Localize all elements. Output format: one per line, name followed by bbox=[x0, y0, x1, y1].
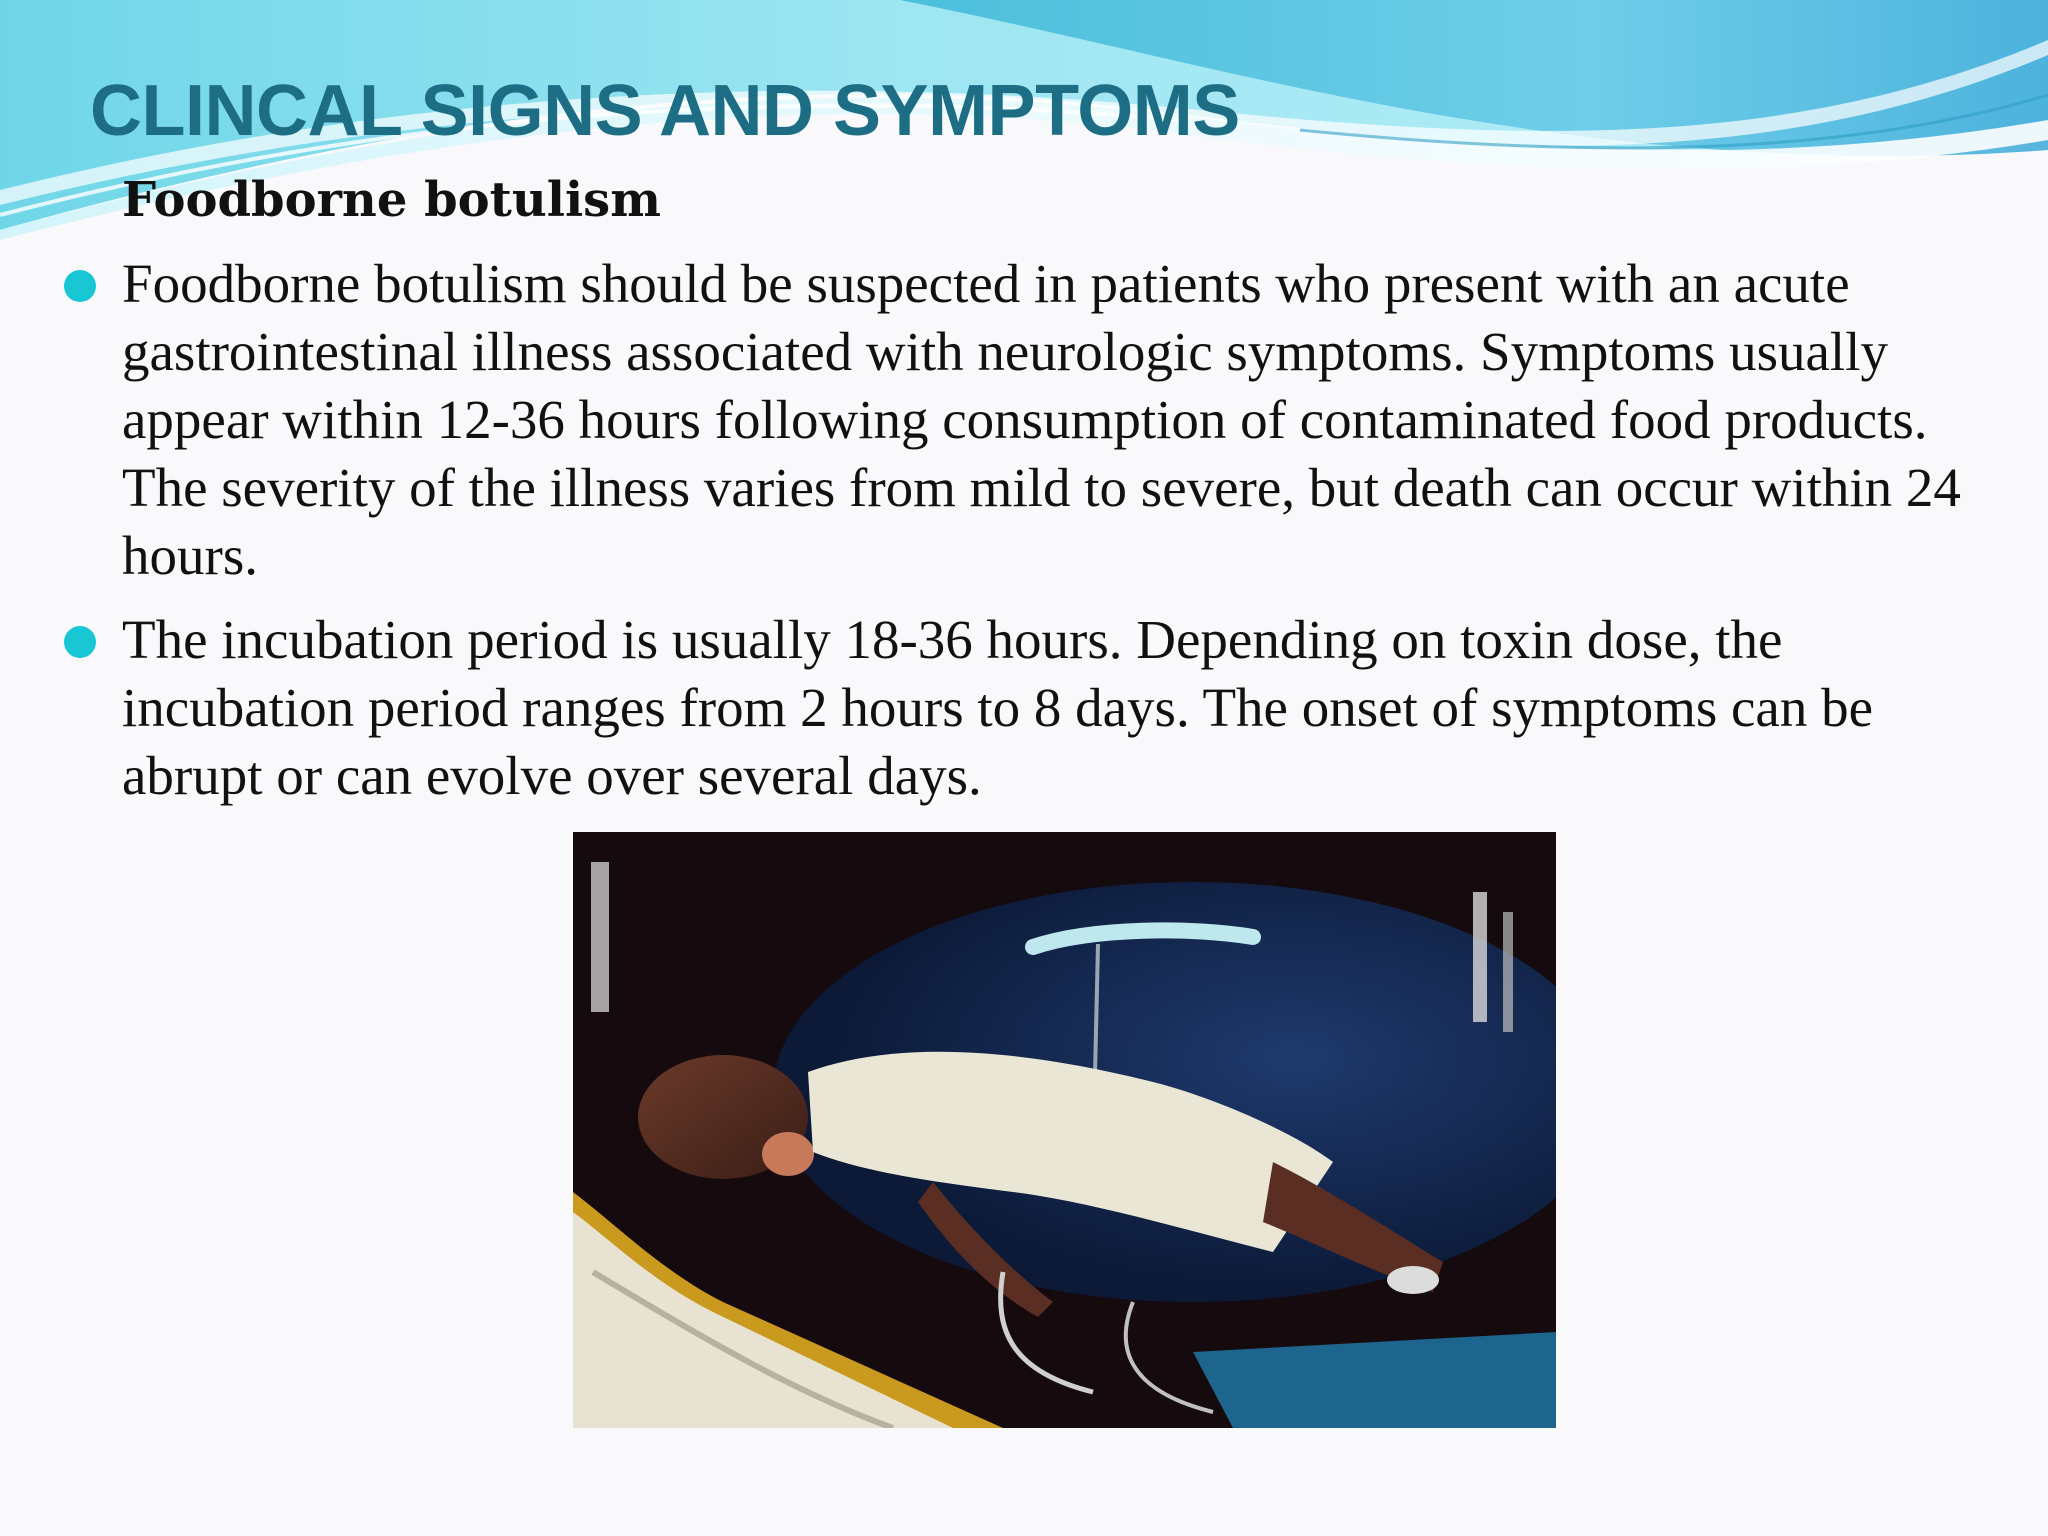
slide-subtitle: Foodborne botulism bbox=[122, 172, 661, 228]
bullet-text: The incubation period is usually 18-36 hours. Depending on toxin dose, the incubation period ranges from 2 hours to 8 days. The onset of symptoms can be abrupt or can evolve over several days. bbox=[122, 609, 1874, 806]
patient-photo bbox=[573, 832, 1556, 1428]
bullet-dot-icon bbox=[64, 270, 96, 302]
bullet-dot-icon bbox=[64, 626, 96, 658]
slide-title: CLINCAL SIGNS AND SYMPTOMS bbox=[90, 71, 1240, 151]
bullet-text: Foodborne botulism should be suspected in patients who present with an acute gastrointestinal illness associated with neurologic symptoms. Symptoms usually appear within 12-36 hours following consumption of contaminated food products. The severity of the illness varies from mild to severe, but death can occur within 24 hours. bbox=[122, 253, 1961, 586]
bullet-list bbox=[0, 250, 2048, 810]
bullet-item bbox=[0, 250, 2048, 590]
bullet-item bbox=[0, 606, 2048, 810]
